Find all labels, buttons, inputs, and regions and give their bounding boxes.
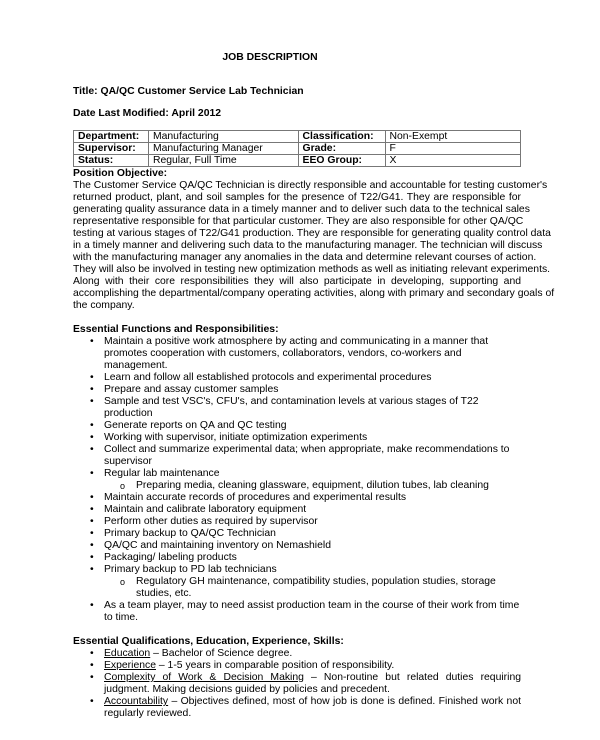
list-item [73, 516, 524, 528]
list-item-text: Maintain a positive work atmosphere by acting and communicating in a manner that promotes cooperation with customers, collaborators, vendors, co-workers and management. [104, 336, 489, 371]
qualification-term: Experience [104, 660, 156, 671]
bullet-icon: • [90, 540, 94, 551]
table-label-cell: Status: [74, 155, 149, 167]
position-objective-paragraph [73, 180, 555, 312]
table-label-cell: Classification: [298, 131, 385, 143]
list-item-text: Maintain and calibrate laboratory equipment [104, 504, 307, 515]
bullet-icon: • [90, 528, 94, 539]
paragraph-line: returned product, plant, and soil samples for the presence of T22/G41. They are responsible for [73, 192, 521, 203]
document-title: JOB DESCRIPTION [222, 52, 318, 63]
list-item-text: Packaging/ labeling products [104, 552, 237, 563]
qualification-text: – Non-routine but related duties requiring judgment. Making decisions guided by policies and precedent. [104, 672, 521, 695]
qualification-item [73, 648, 521, 660]
qualification-item [73, 660, 521, 672]
list-item-text: QA/QC and maintaining inventory on Nemashield [104, 540, 331, 551]
table-value-cell: Manufacturing [148, 131, 298, 143]
paragraph-line: Along with their core responsibilities they will also participate in developing, supporting and [73, 276, 521, 287]
bullet-icon: • [90, 336, 94, 347]
list-item [73, 384, 524, 396]
bullet-icon: • [90, 468, 94, 479]
table-label-cell: Supervisor: [74, 143, 149, 155]
list-item [73, 528, 524, 540]
list-item [73, 396, 524, 420]
list-item [73, 468, 524, 480]
date-label: Date Last Modified: [73, 108, 169, 119]
bullet-icon: • [90, 696, 94, 707]
list-item [73, 564, 524, 576]
qualifications-heading: Essential Qualifications, Education, Experience, Skills: [73, 636, 344, 647]
list-item-text: Sample and test VSC's, CFU's, and contamination levels at various stages of T22 production [104, 396, 479, 419]
paragraph-line: in a timely manner and delivering such data to the manufacturing manager. The technician will discuss [73, 240, 543, 251]
table-value-cell: Manufacturing Manager [148, 143, 298, 155]
bullet-icon: • [90, 444, 94, 455]
qualification-text: – 1-5 years in comparable position of responsibility. [155, 660, 395, 671]
list-item-text: Maintain accurate records of procedures and experimental results [104, 492, 407, 503]
bullet-icon: • [90, 564, 94, 575]
list-item [73, 420, 524, 432]
bullet-icon: • [90, 672, 94, 683]
list-item-text: As a team player, may to need assist production team in the course of their work from time to time. [104, 600, 520, 623]
list-item [73, 444, 524, 468]
qualification-text: – Objectives defined, most of how job is done is defined. Finished work not regularly reviewed. [104, 696, 521, 719]
list-item-text: Generate reports on QA and QC testing [104, 420, 287, 431]
list-item-text: Primary backup to PD lab technicians [104, 564, 277, 575]
job-info-table [73, 130, 521, 167]
bullet-icon: • [90, 660, 94, 671]
job-title-label: Title: [73, 86, 98, 97]
paragraph-line: They will also be involved in testing new optimization methods as well as initiating relevant experiments. [73, 264, 551, 275]
functions-list [73, 336, 521, 624]
bullet-icon: • [90, 516, 94, 527]
qualification-text: – Bachelor of Science degree. [150, 648, 293, 659]
bullet-icon: • [90, 492, 94, 503]
table-label-cell: Grade: [298, 143, 385, 155]
date-modified-line [73, 108, 521, 120]
bullet-icon: • [90, 396, 94, 407]
table-label-cell: Department: [74, 131, 149, 143]
bullet-icon: • [90, 600, 94, 611]
list-item [73, 372, 524, 384]
bullet-icon: • [90, 648, 94, 659]
job-title-line [73, 86, 521, 98]
list-item-text: Perform other duties as required by supervisor [104, 516, 318, 527]
list-item [73, 600, 524, 624]
date-value: April 2012 [171, 108, 222, 119]
position-objective-heading: Position Objective: [73, 168, 168, 179]
list-item [73, 480, 526, 492]
qualification-term: Education [104, 648, 151, 659]
list-item [73, 540, 524, 552]
list-item-text: Collect and summarize experimental data; when appropriate, make recommendations to supervisor [104, 444, 510, 467]
list-item [73, 432, 524, 444]
table-row [74, 131, 521, 143]
table-value-cell: Regular, Full Time [148, 155, 298, 167]
qualification-item [73, 672, 521, 696]
list-item [73, 336, 524, 372]
list-item-text: Regular lab maintenance [104, 468, 220, 479]
bullet-icon: • [90, 384, 94, 395]
list-item [73, 492, 524, 504]
paragraph-line: with the manufacturing manager any anomalies in the data and determine relevant courses of action. [73, 252, 537, 263]
table-row [74, 155, 521, 167]
table-row [74, 143, 521, 155]
bullet-icon: • [90, 504, 94, 515]
list-item [73, 576, 526, 600]
bullet-icon: • [90, 420, 94, 431]
list-item-text: Regulatory GH maintenance, compatibility studies, population studies, storage studies, etc. [136, 576, 496, 599]
list-item-text: Working with supervisor, initiate optimization experiments [104, 432, 368, 443]
paragraph-line: generating quality assurance data in a timely manner and to deliver such data to the technical sales [73, 204, 530, 215]
paragraph-line: the company. [73, 300, 135, 311]
bullet-icon: • [90, 552, 94, 563]
bullet-icon: o [120, 481, 126, 491]
paragraph-line: representative responsible for that particular customer. They are also responsible for other QA/QC [73, 216, 524, 227]
job-title: QA/QC Customer Service Lab Technician [100, 86, 304, 97]
table-label-cell: EEO Group: [298, 155, 385, 167]
functions-heading: Essential Functions and Responsibilities: [73, 324, 279, 335]
paragraph-line: accomplishing the departmental/company operating activities, along with primary and secondary goals of [73, 288, 555, 299]
bullet-icon: o [120, 577, 126, 587]
list-item-text: Primary backup to QA/QC Technician [104, 528, 276, 539]
qualification-term: Complexity of Work & Decision Making [104, 672, 304, 683]
list-item [73, 504, 524, 516]
paragraph-line: testing at various stages of T22/G41 production. They are responsible for generating quality control data [73, 228, 551, 239]
table-value-cell: X [385, 155, 521, 167]
qualification-item [73, 696, 521, 720]
bullet-icon: • [90, 372, 94, 383]
list-item-text: Learn and follow all established protocols and experimental procedures [104, 372, 432, 383]
table-value-cell: F [385, 143, 521, 155]
paragraph-line: The Customer Service QA/QC Technician is directly responsible and accountable for testing customer's [73, 180, 548, 191]
list-item-text: Preparing media, cleaning glassware, equipment, dilution tubes, lab cleaning [136, 480, 489, 491]
qualifications-list [73, 648, 521, 720]
qualification-term: Accountability [104, 696, 169, 707]
table-value-cell: Non-Exempt [385, 131, 521, 143]
list-item-text: Prepare and assay customer samples [104, 384, 279, 395]
bullet-icon: • [90, 432, 94, 443]
list-item [73, 552, 524, 564]
